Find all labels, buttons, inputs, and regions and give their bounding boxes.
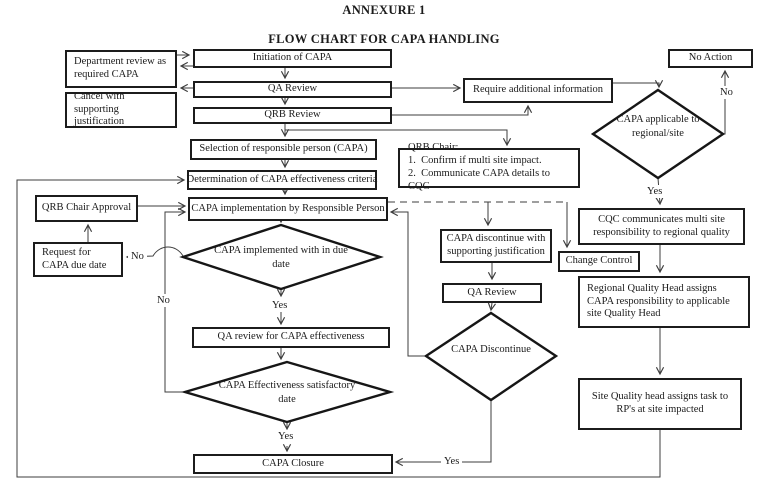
qrb-chair-note-item2: 2. Communicate CAPA details to CQC (408, 168, 553, 192)
node-cqc-communicates: CQC communicates multi site responsibility to regional quality (578, 208, 745, 245)
node-change-control: Change Control (558, 251, 640, 272)
decision-capa-effectiveness-label: CAPA Effectiveness satisfactory date (218, 380, 356, 405)
node-qrb-chair-approval: QRB Chair Approval (35, 195, 138, 222)
node-regional-quality-head: Regional Quality Head assigns CAPA responsibility to applicable site Quality Head (578, 276, 750, 328)
flowchart-title: FLOW CHART FOR CAPA HANDLING (268, 32, 500, 46)
node-determination-effectiveness: Determination of CAPA effectiveness criteria (187, 170, 377, 190)
node-capa-implementation: CAPA implementation by Responsible Person (188, 197, 388, 221)
arrow-discontinue-yes-to-closure (396, 400, 491, 462)
label-yes-discontinue: Yes (441, 455, 462, 468)
node-qa-review-effectiveness: QA review for CAPA effectiveness (192, 327, 390, 348)
label-yes-implemented: Yes (269, 299, 290, 312)
arrow-no-to-no-action (723, 71, 725, 134)
arrow-require-info-to-applicable-decision (613, 83, 659, 87)
node-qrb-review: QRB Review (193, 107, 392, 124)
node-capa-discontinue-box: CAPA discontinue with supporting justification (440, 229, 552, 263)
qrb-chair-note-title: QRB Chair: (408, 142, 459, 154)
arrow-discontinue-no-loop-to-implementation (391, 212, 426, 356)
decision-capa-applicable-label: CAPA applicable to regional/site (616, 114, 700, 139)
node-selection-responsible-person: Selection of responsible person (CAPA) (190, 139, 377, 160)
node-qa-review-top: QA Review (193, 81, 392, 98)
node-request-due-date: Request for CAPA due date (33, 242, 123, 277)
node-site-quality-head: Site Quality head assigns task to RP's at site impacted (578, 378, 742, 430)
label-yes-to-cqc: Yes (644, 185, 665, 198)
node-qa-review-discontinue: QA Review (442, 283, 542, 303)
node-no-action: No Action (668, 49, 753, 68)
decision-implemented-due-date-label: CAPA implemented with in due date (214, 245, 348, 270)
label-no-to-no-action: No (717, 86, 736, 99)
label-no-to-request-due-date: No (128, 250, 147, 263)
node-require-additional-information: Require additional information (463, 78, 613, 103)
node-cancel-with-justification: Cancel with supporting justification (65, 92, 177, 128)
decision-capa-discontinue-label: CAPA Discontinue (451, 344, 531, 355)
node-capa-closure: CAPA Closure (193, 454, 393, 474)
arrow-qa-review-to-discontinue-decision (491, 303, 492, 310)
annexure-title: ANNEXURE 1 (342, 3, 426, 17)
qrb-chair-note-item1: 1. Confirm if multi site impact. (408, 155, 542, 167)
arrow-qrb-review-to-require-info (380, 106, 528, 115)
label-yes-effectiveness: Yes (275, 430, 296, 443)
node-initiation-of-capa: Initiation of CAPA (193, 49, 392, 68)
label-no-effectiveness-loop: No (154, 294, 173, 307)
node-department-review: Department review as required CAPA (65, 50, 177, 88)
node-qrb-chair-note (398, 142, 580, 192)
